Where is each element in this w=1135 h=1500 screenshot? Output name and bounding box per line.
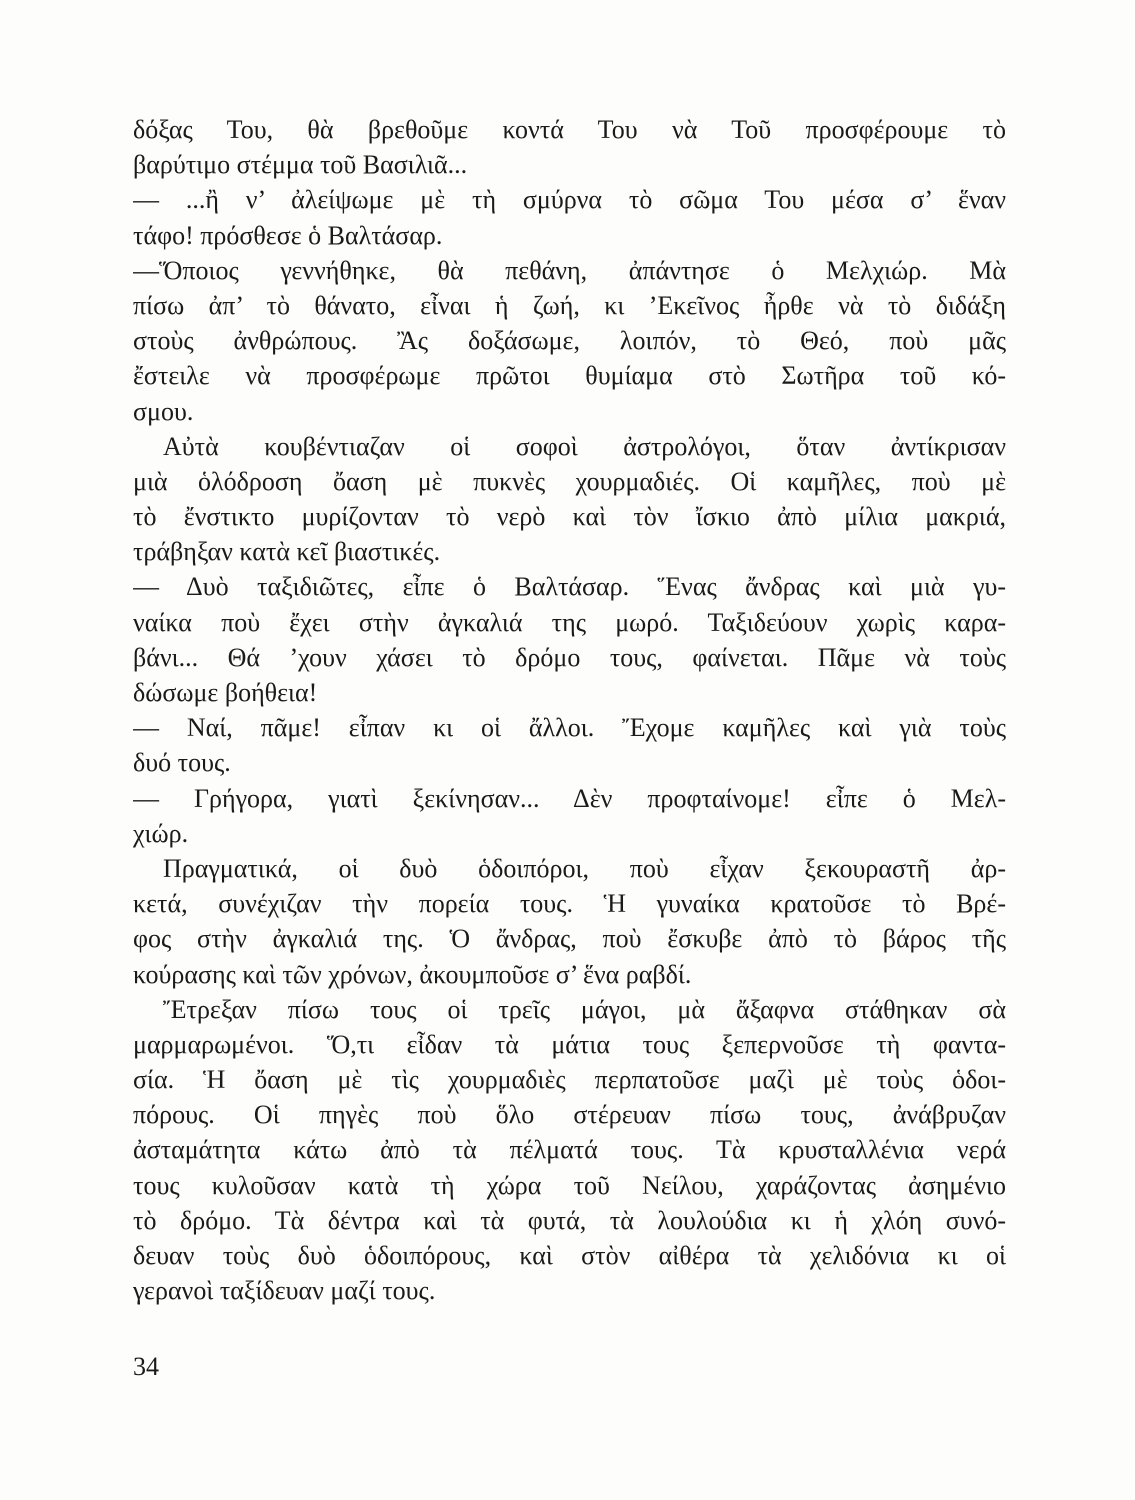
- text-line: ναίκα ποὺ ἔχει στὴν ἀγκαλιά της μωρό. Ταξιδεύουν χωρὶς καρα-: [133, 607, 1006, 637]
- text-line: — Δυὸ ταξιδιῶτες, εἶπε ὁ Βαλτάσαρ. Ἕνας ἄνδρας καὶ μιὰ γυ-: [133, 572, 1006, 602]
- text-line: τὸ ἔνστικτο μυρίζονταν τὸ νερὸ καὶ τὸν ἴσκιο ἀπὸ μίλια μακριά,: [133, 502, 1006, 532]
- text-line: γερανοὶ ταξίδευαν μαζί τους.: [133, 1276, 436, 1306]
- text-line: τους κυλοῦσαν κατὰ τὴ χώρα τοῦ Νείλου, χαράζοντας ἀσημένιο: [133, 1170, 1006, 1200]
- text-line: σμου.: [133, 396, 194, 426]
- text-line: πίσω ἀπ’ τὸ θάνατο, εἶναι ἡ ζωή, κι ’Εκεῖνος ἦρθε νὰ τὸ διδάξη: [133, 290, 1006, 320]
- text-line: στοὺς ἀνθρώπους. Ἂς δοξάσωμε, λοιπόν, τὸ Θεό, ποὺ μᾶς: [133, 326, 1006, 356]
- text-line: — Γρήγορα, γιατὶ ξεκίνησαν... Δὲν προφταίνομε! εἶπε ὁ Μελ-: [133, 783, 1006, 813]
- text-line: φος στὴν ἀγκαλιά της. Ὁ ἄνδρας, ποὺ ἔσκυβε ἀπὸ τὸ βάρος τῆς: [133, 924, 1006, 954]
- text-line: χιώρ.: [133, 818, 189, 848]
- text-line: μιὰ ὁλόδροση ὄαση μὲ πυκνὲς χουρμαδιές. Οἱ καμῆλες, ποὺ μὲ: [133, 466, 1006, 496]
- text-line: τὸ δρόμο. Τὰ δέντρα καὶ τὰ φυτά, τὰ λουλούδια κι ἡ χλόη συνό-: [133, 1205, 1006, 1235]
- text-line: —Ὅποιος γεννήθηκε, θὰ πεθάνη, ἀπάντησε ὁ Μελχιώρ. Μὰ: [133, 255, 1006, 285]
- text-line: — ...ἢ ν’ ἀλείψωμε μὲ τὴ σμύρνα τὸ σῶμα Του μέσα σ’ ἕναν: [133, 185, 1006, 215]
- text-line: μαρμαρωμένοι. Ὅ,τι εἶδαν τὰ μάτια τους ξεπερνοῦσε τὴ φαντα-: [133, 1029, 1006, 1059]
- text-line: δυό τους.: [133, 748, 231, 778]
- text-line: ἀσταμάτητα κάτω ἀπὸ τὰ πέλματά τους. Τὰ κρυσταλλένια νερά: [133, 1135, 1006, 1165]
- text-line: τράβηξαν κατὰ κεῖ βιαστικές.: [133, 537, 441, 567]
- text-line: Πραγματικά, οἱ δυὸ ὁδοιπόροι, ποὺ εἶχαν ξεκουραστῆ ἀρ-: [163, 853, 1006, 883]
- text-line: δόξας Του, θὰ βρεθοῦμε κοντά Του νὰ Τοῦ προσφέρουμε τὸ: [133, 115, 1006, 144]
- text-line: Αὐτὰ κουβέντιαζαν οἱ σοφοὶ ἀστρολόγοι, ὅταν ἀντίκρισαν: [163, 431, 1006, 461]
- text-line: τάφο! πρόσθεσε ὁ Βαλτάσαρ.: [133, 220, 443, 250]
- text-line: Ἔτρεξαν πίσω τους οἱ τρεῖς μάγοι, μὰ ἄξαφνα στάθηκαν σὰ: [163, 994, 1006, 1024]
- text-line: πόρους. Οἱ πηγὲς ποὺ ὅλο στέρευαν πίσω τους, ἀνάβρυζαν: [133, 1100, 1006, 1130]
- text-line: — Ναί, πᾶμε! εἶπαν κι οἱ ἄλλοι. Ἔχομε καμῆλες καὶ γιὰ τοὺς: [133, 713, 1006, 743]
- text-line: σία. Ἡ ὄαση μὲ τὶς χουρμαδιὲς περπατοῦσε μαζὶ μὲ τοὺς ὁδοι-: [133, 1065, 1006, 1095]
- text-line: δευαν τοὺς δυὸ ὁδοιπόρους, καὶ στὸν αἰθέρα τὰ χελιδόνια κι οἱ: [133, 1241, 1006, 1270]
- text-line: βάνι... Θά ’χουν χάσει τὸ δρόμο τους, φαίνεται. Πᾶμε νὰ τοὺς: [133, 642, 1006, 672]
- text-line: δώσωμε βοήθεια!: [133, 678, 318, 707]
- page-body-text: [133, 112, 1006, 1308]
- page-number: 34: [133, 1352, 159, 1381]
- text-line: βαρύτιμο στέμμα τοῦ Βασιλιᾶ...: [133, 150, 468, 180]
- text-line: κούρασης καὶ τῶν χρόνων, ἀκουμποῦσε σ’ ἕνα ραβδί.: [133, 959, 692, 989]
- text-line: ἔστειλε νὰ προσφέρωμε πρῶτοι θυμίαμα στὸ Σωτῆρα τοῦ κό-: [133, 361, 1006, 391]
- text-line: κετά, συνέχιζαν τὴν πορεία τους. Ἡ γυναίκα κρατοῦσε τὸ Βρέ-: [133, 889, 1006, 919]
